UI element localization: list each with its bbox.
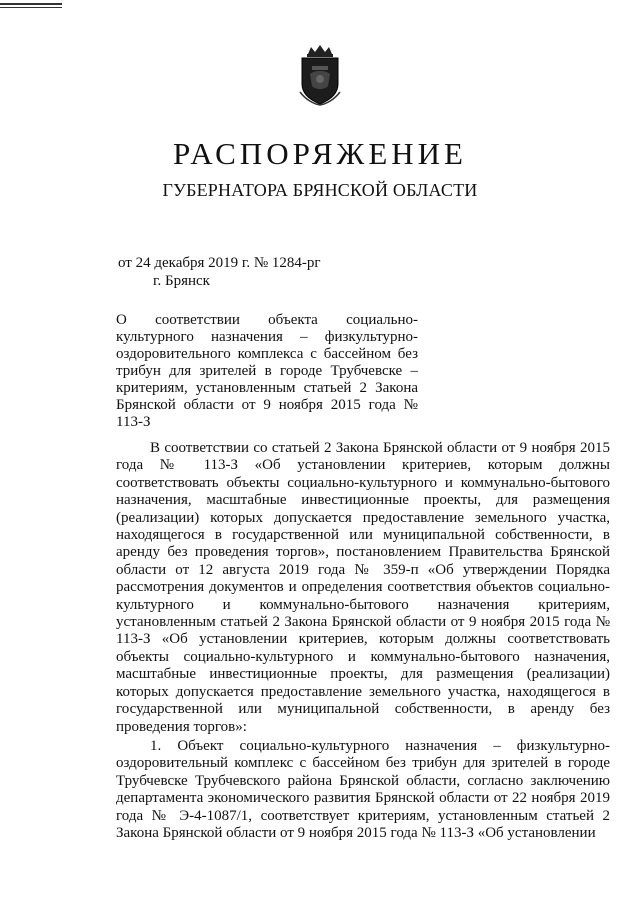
paragraph-item-1: 1. Объект социально-культурного назначения – физкультурно-оздоровительный комплекс с бассейном без трибун для зрителей в городе Трубчевске Трубчевского района Брянской области, согласно заключению департамента экономического развития Брянской области от 22 ноября 2019 года № Э-4-1087/1, соответствует критериям, установленным статьей 2 Закона Брянской области от 9 ноября 2015 года № 113-З «Об установлении: [116, 738, 610, 842]
document-city: г. Брянск: [153, 273, 210, 289]
document-title: РАСПОРЯЖЕНИЕ: [173, 136, 467, 171]
document-subtitle: ГУБЕРНАТОРА БРЯНСКОЙ ОБЛАСТИ: [162, 180, 478, 200]
top-rule: [0, 3, 62, 5]
top-rule-thin: [0, 7, 62, 8]
bryansk-coat-of-arms-icon: [296, 44, 344, 106]
document-subject: О соответствии объекта социально-культурного назначения – физкультурно-оздоровительного комплекса с бассейном без трибун для зрителей в городе Трубчевске – критериям, установленным статьей 2 Закона Брянской области от 9 ноября 2015 года № 113-З: [116, 312, 418, 430]
document-date-number: от 24 декабря 2019 г. № 1284-рг: [118, 255, 321, 271]
paragraph-preamble: В соответствии со статьей 2 Закона Брянской области от 9 ноября 2015 года № 113-З «Об установлении критериев, которым должны соответствовать объекты социально-культурного и коммунально-бытового назначения, масштабные инвестиционные проекты, для размещения (реализации) которых допускается предоставление земельного участка, находящегося в государственной или муниципальной собственности, в аренду без проведения торгов», постановлением Правительства Брянской области от 12 августа 2019 года № 359-п «Об утверждении Порядка рассмотрения документов и определения соответствия объектов социально-культурного и коммунально-бытового назначения критериям, установленным статьей 2 Закона Брянской области от 9 ноября 2015 года № 113-З «Об установлении критериев, которым должны соответствовать объекты социально-культурного и коммунально-бытового назначения, масштабные инвестиционные проекты, для размещения (реализации) которых допускается предоставление земельного участка, находящегося в государственной или муниципальной собственности, в аренду без проведения торгов»:: [116, 440, 610, 735]
